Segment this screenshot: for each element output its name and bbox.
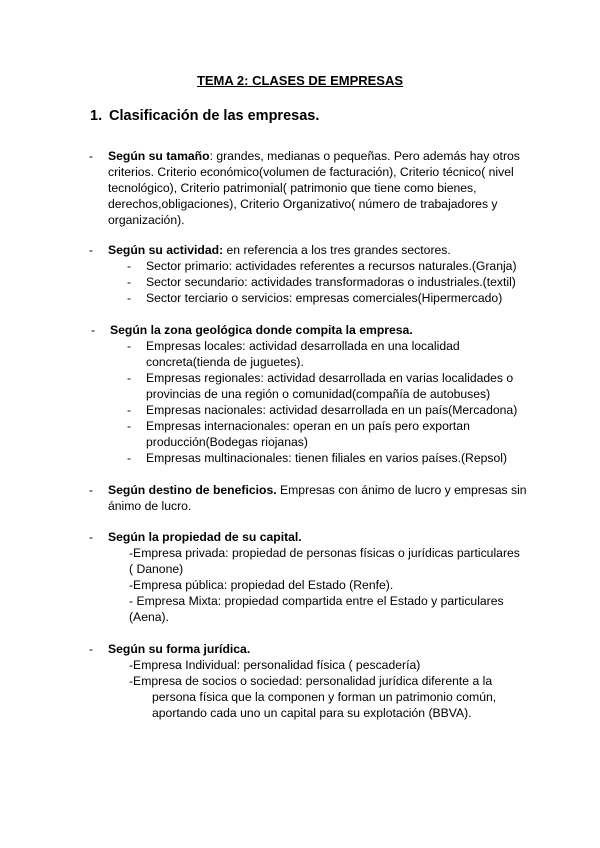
detail-line: - Empresa Mixta: propiedad compartida entre el Estado y particulares: [129, 594, 504, 608]
bullet-dash: -: [89, 149, 94, 163]
sub-item: [127, 338, 547, 370]
sub-item-text: Empresas regionales: actividad desarrollada en varias localidades o: [146, 371, 514, 385]
item-text: ánimo de lucro.: [108, 499, 192, 513]
detail-line: persona física que la componen y forman un patrimonio común,: [152, 690, 497, 704]
detail-line: (Aena).: [129, 610, 169, 624]
detail-line: -Empresa privada: propiedad de personas físicas o jurídicas particulares: [129, 546, 520, 560]
list-item-juridica: [89, 641, 529, 657]
item-heading: Según la propiedad de su capital.: [108, 530, 302, 544]
bullet-dash: -: [127, 291, 132, 305]
item-text: : grandes, medianas o pequeñas. Pero además hay otros: [209, 149, 520, 163]
item-text: en referencia a los tres grandes sectores.: [223, 243, 451, 257]
detail-line: -Empresa Individual: personalidad física ( pescadería): [129, 658, 421, 672]
item-heading: Según su forma jurídica.: [108, 642, 251, 656]
bullet-dash: -: [127, 419, 132, 433]
sub-item-text: provincias de una región o comunidad(compañía de autobuses): [146, 387, 491, 401]
bullet-dash: -: [127, 259, 132, 273]
item-text: organización).: [108, 213, 185, 227]
sub-item: [127, 418, 547, 450]
sub-item: [127, 402, 547, 418]
sub-item-text: producción(Bodegas riojanas): [146, 435, 308, 449]
list-item-propiedad: [89, 529, 529, 545]
detail-line: -Empresa de socios o sociedad: personalidad jurídica diferente a la: [129, 674, 493, 688]
list-item-tamano: [89, 148, 529, 228]
bullet-dash: -: [127, 451, 132, 465]
list-item-zona: [91, 322, 531, 338]
sub-item: [127, 258, 547, 274]
bullet-dash: -: [127, 275, 132, 289]
sub-item-text: Sector primario: actividades referentes a recursos naturales.(Granja): [146, 259, 517, 273]
list-item-actividad: [89, 242, 529, 258]
sub-item-text: Empresas locales: actividad desarrollada en una localidad: [146, 339, 460, 353]
section-number: 1.: [90, 108, 103, 124]
document-title: TEMA 2: CLASES DE EMPRESAS: [196, 73, 404, 88]
bullet-dash: -: [91, 323, 96, 337]
bullet-dash: -: [127, 339, 132, 353]
bullet-dash: -: [127, 403, 132, 417]
sub-item-text: Empresas multinacionales: tienen filiales en varios países.(Repsol): [146, 451, 508, 465]
item-heading: Según destino de beneficios.: [108, 483, 277, 497]
sub-item: [127, 274, 547, 290]
item-text: tecnológico), Criterio patrimonial( patrimonio que tiene como bienes,: [108, 181, 477, 195]
list-item-beneficios: [89, 482, 529, 514]
item-heading: Según su actividad:: [108, 243, 224, 257]
item-text: Empresas con ánimo de lucro y empresas sin: [276, 483, 527, 497]
item-text: derechos,obligaciones), Criterio Organizativo( número de trabajadores y: [108, 197, 498, 211]
sub-item-text: Empresas nacionales: actividad desarrollada en un país(Mercadona): [146, 403, 518, 417]
detail-line: ( Danone): [129, 562, 184, 576]
detail-line: aportando cada uno un capital para su explotación (BBVA).: [152, 706, 472, 720]
bullet-dash: -: [89, 530, 94, 544]
bullet-dash: -: [89, 243, 94, 257]
item-heading: Según su tamaño: [108, 149, 210, 163]
item-text: criterios. Criterio económico(volumen de facturación), Criterio técnico( nivel: [108, 165, 514, 179]
sub-item: [127, 450, 547, 466]
bullet-dash: -: [127, 371, 132, 385]
sub-item-text: Empresas internacionales: operan en un país pero exportan: [146, 419, 470, 433]
item-heading: Según la zona geológica donde compita la empresa.: [110, 323, 413, 337]
detail-line: -Empresa pública: propiedad del Estado (Renfe).: [129, 578, 394, 592]
sub-item: [127, 290, 547, 306]
bullet-dash: -: [89, 642, 94, 656]
bullet-dash: -: [89, 483, 94, 497]
section-heading-text: Clasificación de las empresas.: [109, 108, 320, 124]
sub-item-text: concreta(tienda de juguetes).: [146, 355, 304, 369]
section-heading: [90, 108, 319, 124]
sub-item: [127, 370, 547, 402]
sub-item-text: Sector terciario o servicios: empresas comerciales(Hipermercado): [146, 291, 503, 305]
sub-item-text: Sector secundario: actividades transformadoras o industriales.(textil): [146, 275, 516, 289]
